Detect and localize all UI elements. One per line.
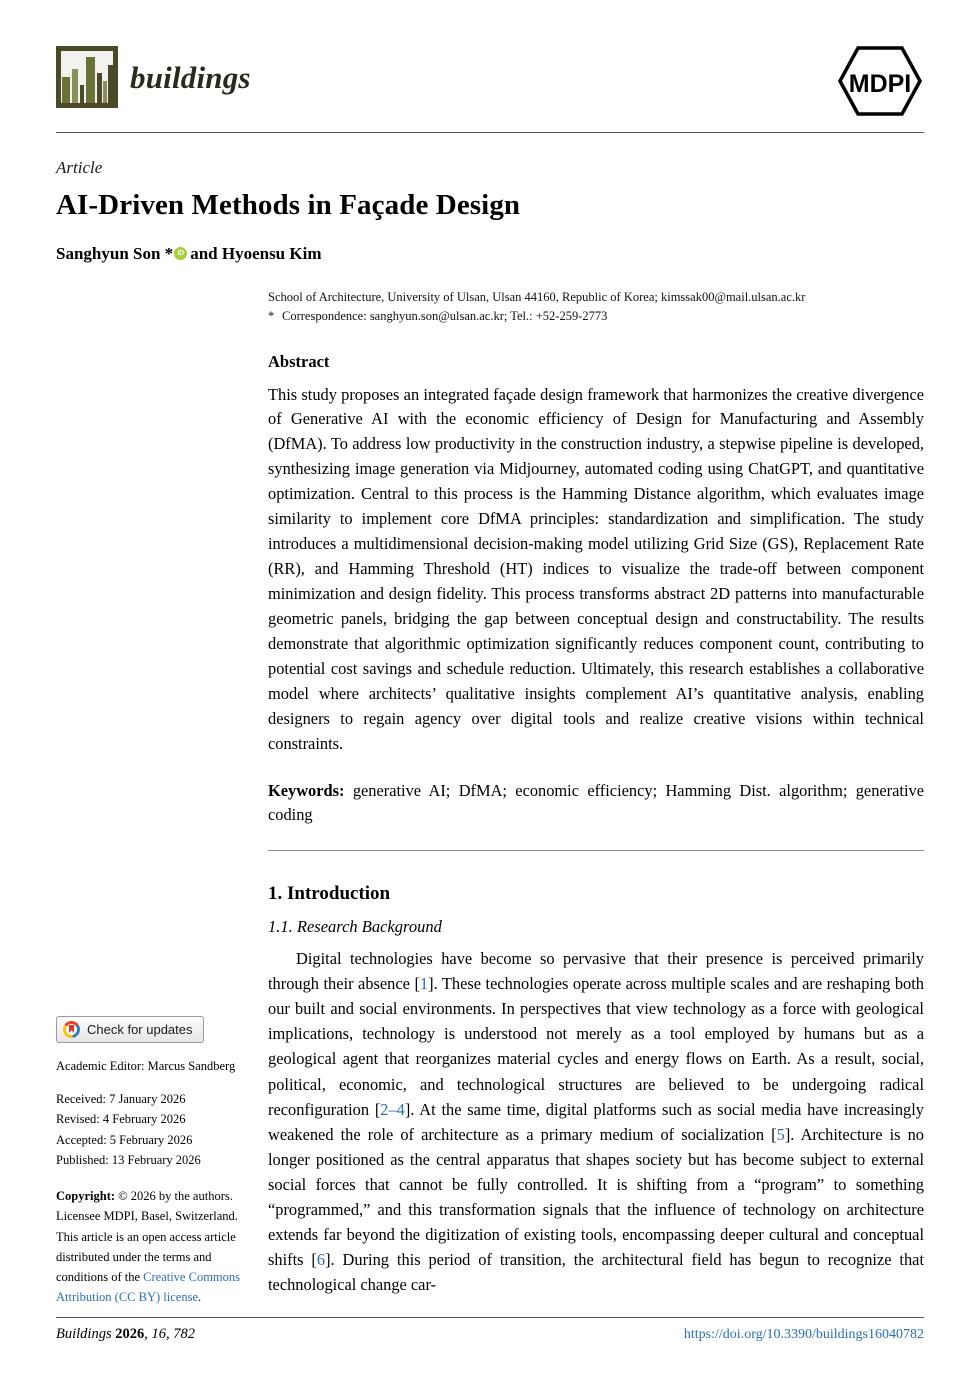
keywords-label: Keywords: xyxy=(268,780,345,800)
date-accepted: Accepted: 5 February 2026 xyxy=(56,1132,193,1147)
abstract-heading: Abstract xyxy=(268,351,330,371)
footer-citation: Buildings 2026, 16, 782 xyxy=(56,1326,195,1342)
footer-journal-name: Buildings xyxy=(56,1326,112,1342)
para-text-4: ]. Architecture is no longer positioned as the central apparatus that shapes society but has become subject to external social forces that cannot be fully controlled. It is shifting from a “program” to something “programmed,” and this transformation signals that the influence of technology on architecture extends far beyond the digitization of existing tools, encompassing deeper cultural and conceptual shifts [ xyxy=(268,1124,924,1269)
academic-editor: Academic Editor: Marcus Sandberg xyxy=(56,1059,236,1073)
author-name-rest: and Hyoensu Kim xyxy=(190,243,322,263)
doi-link[interactable]: https://doi.org/10.3390/buildings16040782 xyxy=(683,1327,924,1342)
keywords-block xyxy=(268,779,924,828)
keywords-text: generative AI; DfMA; economic efficiency; Hamming Dist. algorithm; generative coding xyxy=(268,780,924,825)
author-name-first: Sanghyun Son * xyxy=(56,243,174,263)
article-type-label: Article xyxy=(56,158,103,177)
crossmark-icon xyxy=(63,1021,80,1038)
footer-article-number: 782 xyxy=(173,1326,195,1342)
journal-brand xyxy=(56,46,251,108)
copyright-text: © 2026 by the authors. Licensee MDPI, Basel, Switzerland. This article is an open access article distributed under the terms and conditions of the xyxy=(56,1189,238,1285)
citation-ref-3[interactable]: 5 xyxy=(776,1124,785,1144)
orcid-icon[interactable] xyxy=(174,247,187,260)
keywords-divider xyxy=(268,850,924,851)
title-block xyxy=(56,158,924,265)
check-for-updates-label: Check for updates xyxy=(87,1022,193,1037)
date-published: Published: 13 February 2026 xyxy=(56,1152,201,1167)
citation-ref-1[interactable]: 1 xyxy=(419,974,429,994)
footer-year: 2026 xyxy=(115,1326,145,1342)
page-header xyxy=(56,46,924,118)
mdpi-logo-icon xyxy=(836,44,924,118)
license-link-part1[interactable]: Creative Commons xyxy=(143,1270,241,1285)
publication-dates xyxy=(56,1089,252,1170)
subsection-heading-research-background: 1.1. Research Background xyxy=(268,916,442,936)
affiliation-line: School of Architecture, University of Ulsan, Ulsan 44160, Republic of Korea; kimssak00@mail.ulsan.ac.kr xyxy=(268,290,806,304)
citation-ref-2[interactable]: 2–4 xyxy=(380,1099,405,1119)
main-column xyxy=(268,288,924,1297)
license-link-part2[interactable]: Attribution (CC BY) license xyxy=(56,1290,198,1305)
date-received: Received: 7 January 2026 xyxy=(56,1092,186,1107)
header-divider xyxy=(56,132,924,133)
check-for-updates-button[interactable] xyxy=(56,1016,204,1043)
date-revised: Revised: 4 February 2026 xyxy=(56,1112,186,1127)
citation-ref-4[interactable]: 6 xyxy=(316,1249,326,1269)
sidebar-metadata xyxy=(56,1016,252,1308)
copyright-label: Copyright: xyxy=(56,1189,116,1204)
buildings-logo-icon xyxy=(56,46,118,108)
abstract-text: This study proposes an integrated façade design framework that harmonizes the creative divergence of Generative AI with the economic efficiency of Design for Manufacturing and Assembly (DfMA). To address low productivity in the construction industry, a stepwise pipeline is developed, synthesizing image generation via Midjourney, automated coding using ChatGPT, and quantitative optimization. Central to this process is the Hamming Distance algorithm, which evaluates image similarity to implement core DfMA principles: standardization and simplification. The study introduces a multidimensional decision-making model utilizing Grid Size (GS), Replacement Rate (RR), and Hamming Threshold (HT) indices to visualize the trade-off between component minimization and design fidelity. This process transforms abstract 2D patterns into manufacturable geometric panels, bridging the gap between conceptual design and constructability. The results demonstrate that algorithmic optimization significantly reduces component count, contributing to potential cost savings and schedule reduction. Ultimately, this research establishes a collaborative model where architects’ qualitative insights complement AI’s quantitative analysis, enabling designers to regain agency over digital tools and realize creative visions within technical constraints. xyxy=(268,384,924,753)
page-footer xyxy=(56,1326,924,1343)
journal-name: buildings xyxy=(130,59,251,95)
copyright-period: . xyxy=(198,1290,202,1305)
copyright-block xyxy=(56,1186,252,1308)
para-text-5: ]. During this period of transition, the architectural field has begun to recognize that technological change car- xyxy=(268,1249,924,1294)
introduction-paragraph xyxy=(268,946,924,1296)
para-text-1: Digital technologies have become so pervasive that their presence is perceived primarily through their absence [ xyxy=(268,949,924,994)
svg-text:MDPI: MDPI xyxy=(848,70,912,98)
correspondence-text: Correspondence: sanghyun.son@ulsan.ac.kr; Tel.: +52-259-2773 xyxy=(282,309,608,324)
affiliation-block xyxy=(268,288,924,327)
footer-divider xyxy=(56,1317,924,1318)
correspondence-line xyxy=(268,307,924,326)
footer-volume: 16 xyxy=(151,1326,166,1342)
author-list xyxy=(56,243,924,265)
para-text-3: ]. At the same time, digital platforms such as social media have increasingly weakened the role of architecture as a primary medium of socialization [ xyxy=(268,1099,924,1144)
section-heading-introduction: 1. Introduction xyxy=(268,882,391,904)
correspondence-marker: * xyxy=(268,309,275,324)
page-title: AI-Driven Methods in Façade Design xyxy=(56,189,521,222)
para-text-2: ]. These technologies operate across multiple scales and are reshaping both our built and social environments. In perspectives that view technology as a force with geological implications, technology is understood not merely as a tool employed by humans but as a geological agent that reorganizes material cycles and energy flows on Earth. As a result, social, political, economic, and technological structures are believed to be undergoing radical reconfiguration [ xyxy=(268,974,924,1119)
